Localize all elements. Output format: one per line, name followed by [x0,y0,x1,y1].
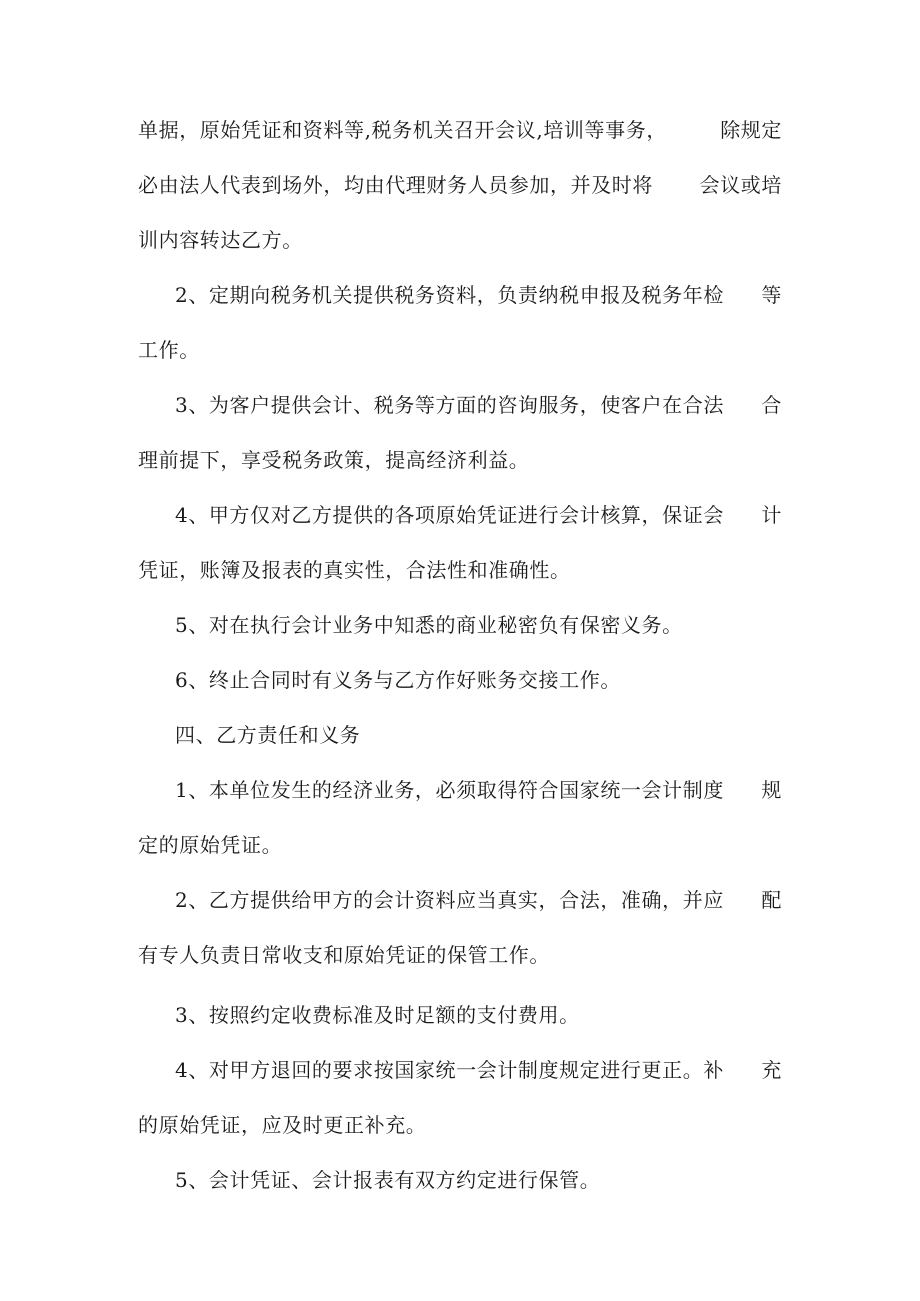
text-segment: 计 [761,503,782,527]
text-segment: 2、乙方提供给甲方的会计资料应当真实，合法，准确，并应 [175,888,724,912]
text-line: 5、对在执行会计业务中知悉的商业秘密负有保密义务。 [175,613,683,637]
text-line [175,280,782,310]
text-line: 6、终止合同时有义务与乙方作好账务交接工作。 [175,668,621,692]
text-segment: 充 [761,1058,782,1082]
text-line [175,885,782,915]
text-line [175,775,782,805]
text-line: 训内容转达乙方。 [138,228,303,252]
text-line: 有专人负责日常收支和原始凭证的保管工作。 [138,943,550,967]
text-line [138,115,782,145]
text-line: 凭证，账簿及报表的真实性，合法性和准确性。 [138,558,571,582]
text-line: 理前提下，享受税务政策，提高经济利益。 [138,448,530,472]
text-line [175,390,782,420]
text-segment: 除规定 [720,118,782,142]
text-segment: 必由法人代表到场外，均由代理财务人员参加，并及时将 [138,173,653,197]
text-line: 3、按照约定收费标准及时足额的支付费用。 [175,1003,580,1027]
text-segment: 合 [761,393,782,417]
text-segment: 3、为客户提供会计、税务等方面的咨询服务，使客户在合法 [175,393,724,417]
text-segment: 配 [761,888,782,912]
text-segment: 等 [761,283,782,307]
text-line [175,500,782,530]
section-heading: 四、乙方责任和义务 [175,723,361,747]
text-line [138,170,782,200]
text-line: 定的原始凭证。 [138,833,283,857]
text-segment: 4、甲方仅对乙方提供的各项原始凭证进行会计核算，保证会 [175,503,724,527]
text-line [175,1055,782,1085]
text-segment: 2、定期向税务机关提供税务资料，负责纳税申报及税务年检 [175,283,724,307]
text-segment: 规 [761,778,782,802]
text-line: 的原始凭证，应及时更正补充。 [138,1113,427,1137]
text-segment: 单据，原始凭证和资料等,税务机关召开会议,培训等事务， [138,118,667,142]
text-line: 工作。 [138,338,200,362]
text-segment: 会议或培 [699,173,782,197]
text-segment: 1、本单位发生的经济业务，必须取得符合国家统一会计制度 [175,778,724,802]
text-line: 5、会计凭证、会计报表有双方约定进行保管。 [175,1168,601,1192]
text-segment: 4、对甲方退回的要求按国家统一会计制度规定进行更正。补 [175,1058,724,1082]
